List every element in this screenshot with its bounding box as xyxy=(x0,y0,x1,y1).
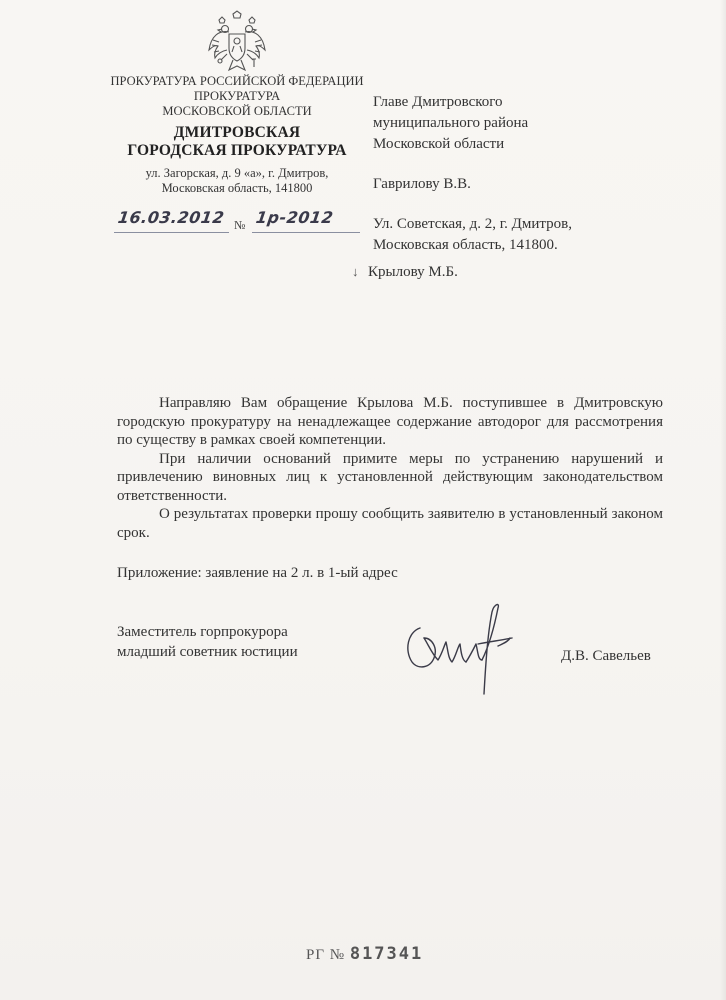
sender-address-line-2: Московская область, 141800 xyxy=(161,181,313,195)
signatory-title xyxy=(117,622,298,662)
body-paragraph-3: О результатах проверки прошу сообщить заявителю в установленный законом срок. xyxy=(117,506,663,541)
serial-prefix: РГ № xyxy=(306,947,346,963)
addressee-name: Гаврилову В.В. xyxy=(373,176,471,192)
handwritten-reg-number: 1р-2012 xyxy=(254,208,335,227)
org-line-2: ПРОКУРАТУРА xyxy=(193,89,281,103)
dept-line-1: ДМИТРОВСКАЯ xyxy=(173,124,301,141)
addressee-line-1: Главе Дмитровского xyxy=(373,94,503,110)
number-underline xyxy=(252,232,360,233)
letter-body xyxy=(117,394,663,542)
signatory-title-line-1: Заместитель горпрокурора xyxy=(117,624,288,640)
form-serial xyxy=(306,944,423,964)
sender-header xyxy=(92,74,382,196)
addressee-block xyxy=(373,92,713,256)
addressee-line-2: муниципального района xyxy=(373,115,529,131)
signatory-title-line-2: младший советник юстиции xyxy=(117,644,298,660)
date-underline xyxy=(114,232,229,233)
attachment-note: Приложение: заявление на 2 л. в 1-ый адрес xyxy=(117,565,398,581)
double-headed-eagle-emblem-icon xyxy=(205,10,269,76)
signatory-name: Д.В. Савельев xyxy=(561,648,651,664)
serial-number: 817341 xyxy=(349,944,424,964)
handwritten-signature xyxy=(398,598,528,698)
check-mark-icon: ↓ xyxy=(352,264,359,279)
body-paragraph-2: При наличии оснований примите меры по устранению нарушений и привлечению виновных лиц к установленной действующим законодательством ответственности. xyxy=(117,450,663,504)
copy-recipient-name: Крылову М.Б. xyxy=(368,264,458,280)
sender-address-line-1: ул. Загорская, д. 9 «а», г. Дмитров, xyxy=(145,166,329,180)
registration-line xyxy=(114,208,362,236)
page-edge-shadow xyxy=(720,0,726,1000)
dept-line-2: ГОРОДСКАЯ ПРОКУРАТУРА xyxy=(127,142,347,159)
handwritten-date: 16.03.2012 xyxy=(116,208,226,227)
addressee-address-line-1: Ул. Советская, д. 2, г. Дмитров, xyxy=(373,216,572,232)
addressee-line-3: Московской области xyxy=(373,136,505,152)
body-paragraph-1: Направляю Вам обращение Крылова М.Б. поступившее в Дмитровскую городскую прокуратуру на ненадлежащее содержание автодорог для рассмотрения по существу в рамках своей компетенции. xyxy=(117,395,663,448)
addressee-address-line-2: Московская область, 141800. xyxy=(373,237,558,253)
org-line-3: МОСКОВСКОЙ ОБЛАСТИ xyxy=(162,104,312,118)
number-sign: № xyxy=(234,218,246,232)
org-line-1: ПРОКУРАТУРА РОССИЙСКОЙ ФЕДЕРАЦИИ xyxy=(110,74,364,88)
copy-recipient xyxy=(352,261,458,283)
